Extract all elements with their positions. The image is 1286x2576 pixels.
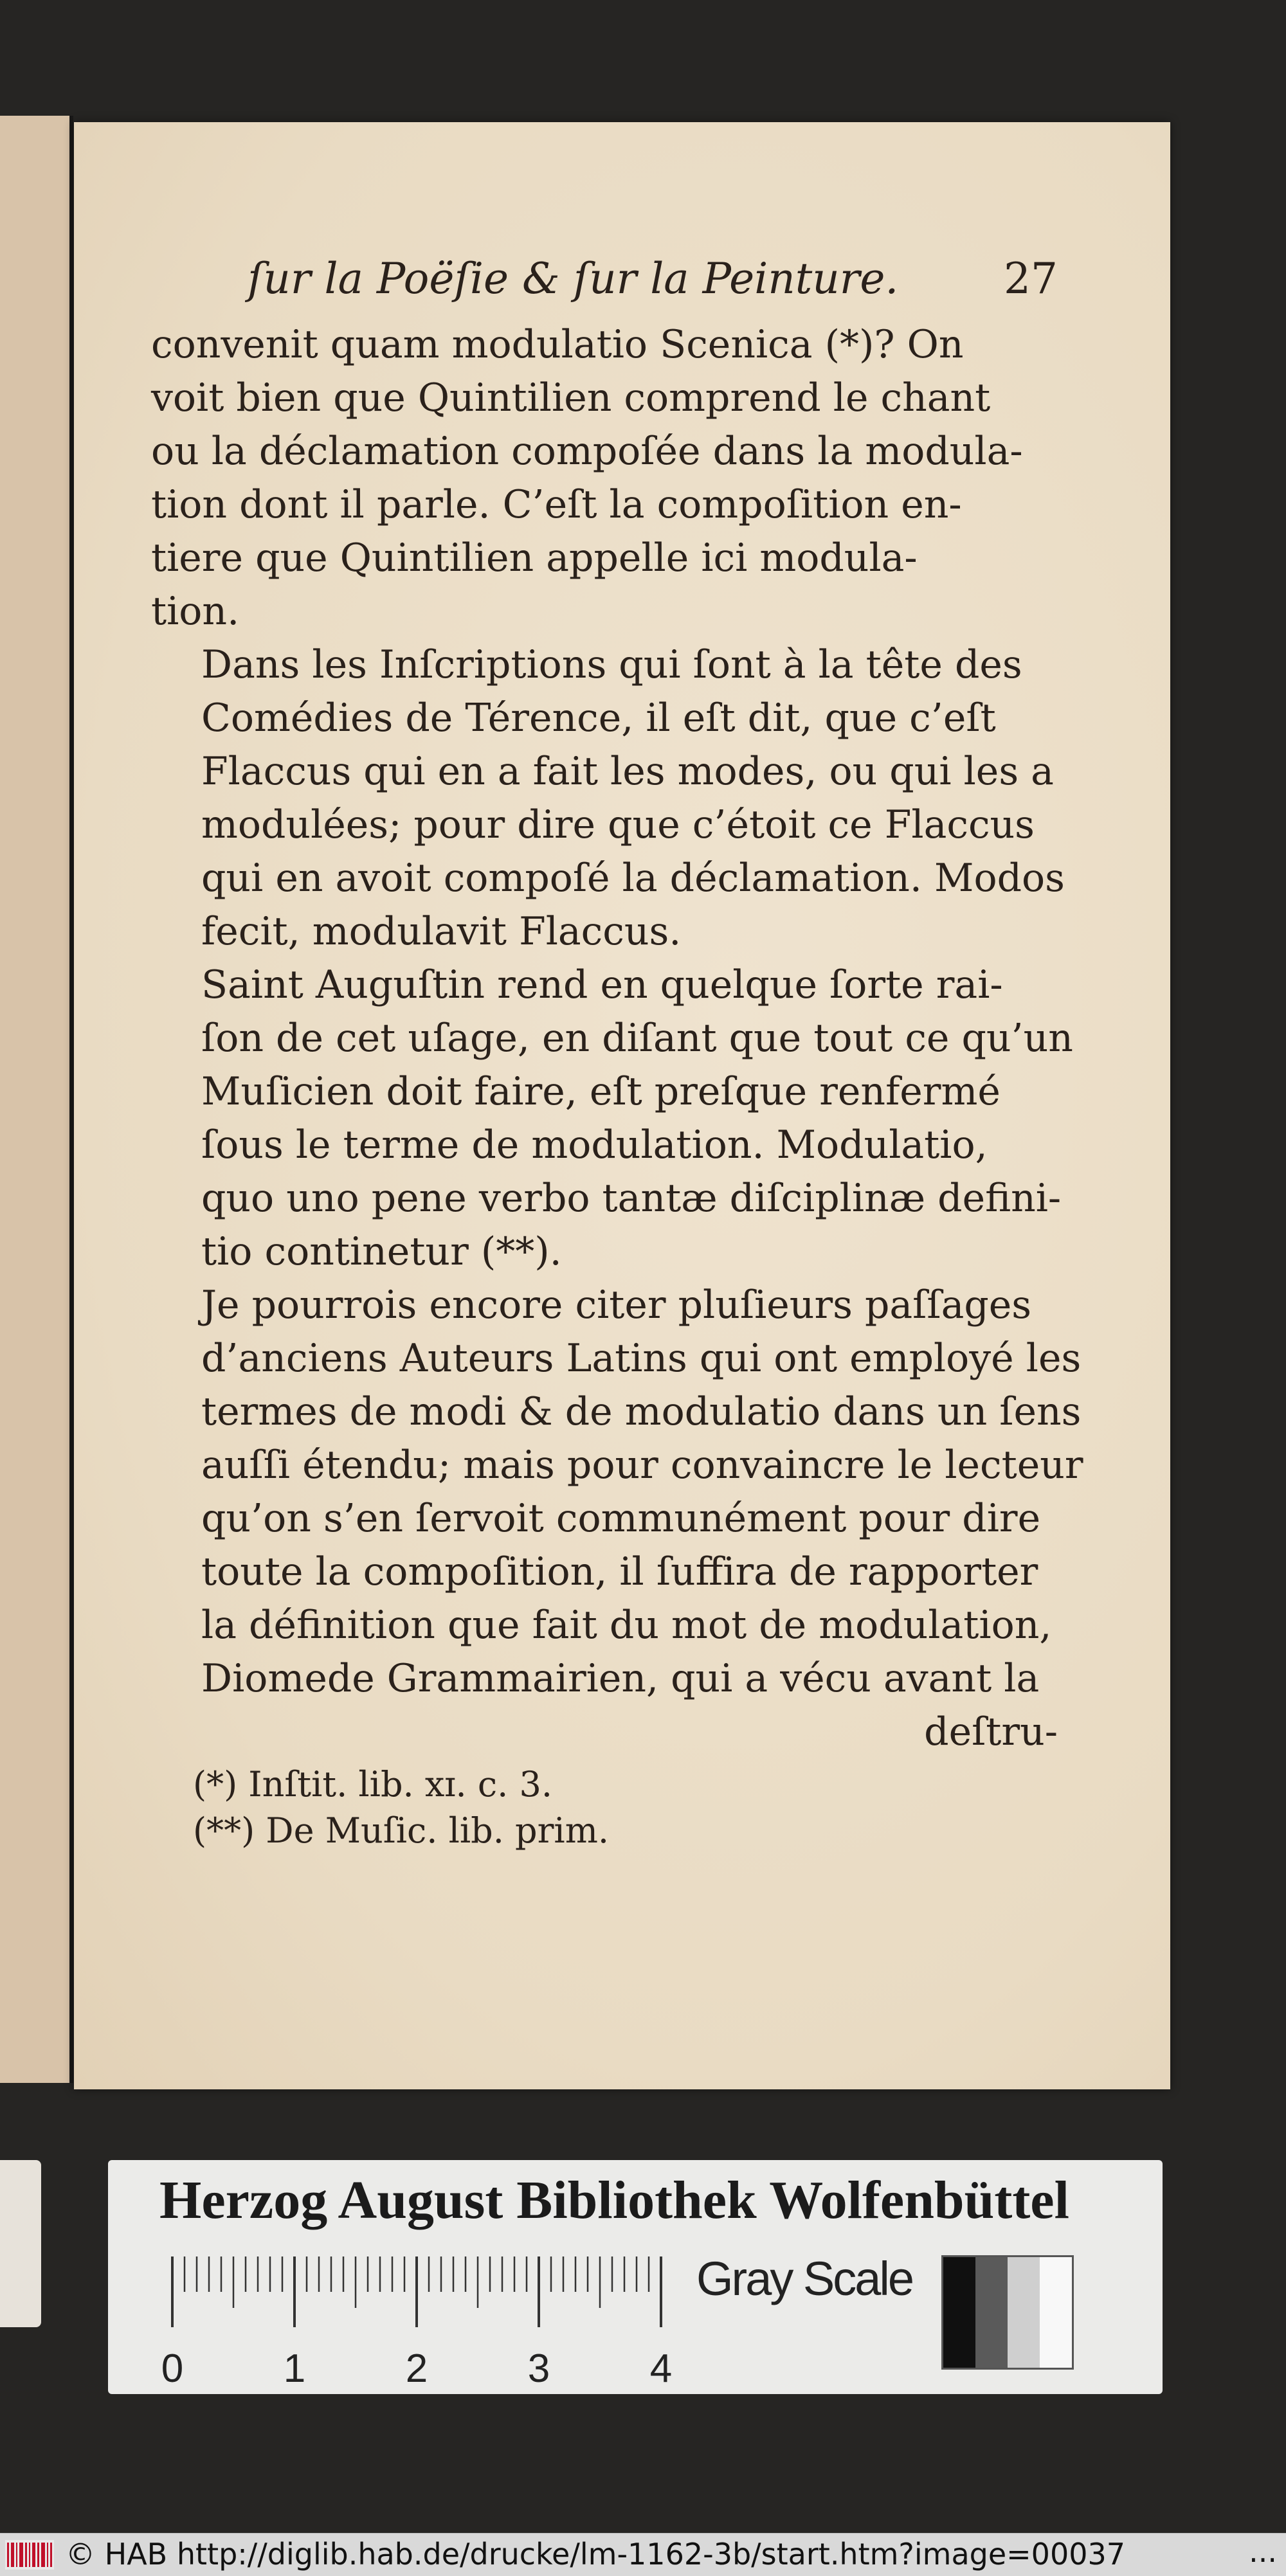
gray-swatch — [1040, 2257, 1072, 2368]
paragraph — [151, 1279, 1083, 1706]
text-line: ou la déclamation compoſée dans la modula- — [151, 429, 1023, 474]
text-line: tion dont il parle. C’eſt la compoſition en- — [151, 482, 962, 527]
text-line: tio continetur (**). — [201, 1229, 562, 1274]
text-line: modulées; pour dire que c’étoit ce Flaccus — [201, 802, 1035, 847]
footer-bar — [0, 2533, 1286, 2576]
text-line: Muſicien doit faire, eſt preſque renfermé — [201, 1069, 1001, 1114]
page-number: 27 — [1004, 254, 1058, 303]
footnote: (**) De Muſic. lib. prim. — [193, 1810, 610, 1851]
ruler-number: 3 — [527, 2346, 550, 2388]
text-line: la définition que fait du mot de modulation, — [201, 1603, 1052, 1648]
previous-card-edge — [0, 2160, 41, 2327]
gray-swatch — [1008, 2257, 1040, 2368]
text-line: Saint Auguſtin rend en quelque ſorte rai- — [201, 962, 1003, 1007]
library-name: Herzog August Bibliothek Wolfenbüttel — [159, 2170, 1069, 2230]
previous-page-edge — [0, 116, 73, 2083]
more-options-button[interactable]: ... — [1249, 2534, 1277, 2569]
text-line: Comédies de Térence, il eſt dit, que c’eſt — [201, 696, 996, 741]
catchword: deſtru- — [924, 1709, 1058, 1754]
footnote: (*) Inſtit. lib. xɪ. c. 3. — [193, 1764, 552, 1805]
gray-scale-label: Gray Scale — [696, 2252, 913, 2305]
footnotes — [193, 1761, 1029, 1854]
ruler-number: 2 — [405, 2346, 428, 2388]
text-line: Flaccus qui en a fait les modes, ou qui les a — [201, 749, 1054, 794]
text-line: qu’on s’en ſervoit communément pour dire — [201, 1496, 1041, 1541]
paragraph — [151, 959, 1073, 1279]
gray-swatch — [975, 2257, 1008, 2368]
barcode-icon — [5, 2540, 54, 2570]
text-line: Je pourrois encore citer pluſieurs paſſages — [201, 1283, 1032, 1328]
gray-scale-chart — [941, 2255, 1074, 2370]
text-line: qui en avoit compoſé la déclamation. Modos — [201, 856, 1065, 901]
ruler-number: 0 — [161, 2346, 184, 2388]
ruler-number: 4 — [649, 2346, 673, 2388]
text-line: auſſi étendu; mais pour convaincre le lecteur — [201, 1443, 1083, 1488]
text-line: convenit quam modulatio Scenica (*)? On — [151, 322, 964, 367]
text-line: d’anciens Auteurs Latins qui ont employé les — [201, 1336, 1082, 1381]
text-line: ſon de cet uſage, en diſant que tout ce qu’un — [201, 1016, 1073, 1061]
credit-link[interactable]: © HAB http://diglib.hab.de/drucke/lm-1162-3b/start.htm?image=00037 — [66, 2537, 1126, 2571]
ruler — [159, 2253, 777, 2388]
text-line: termes de modi & de modulatio dans un ſens — [201, 1389, 1082, 1434]
paragraph — [151, 318, 1058, 638]
book-page — [74, 122, 1170, 2089]
running-head — [248, 254, 1058, 318]
text-line: tiere que Quintilien appelle ici modula- — [151, 536, 918, 581]
text-line: Dans les Inſcriptions qui ſont à la tête des — [201, 642, 1022, 687]
ruler-number: 1 — [283, 2346, 306, 2388]
paragraph — [151, 638, 1065, 959]
text-line: fecit, modulavit Flaccus. — [201, 909, 682, 954]
running-title: ſur la Poëſie & ſur la Peinture. — [248, 254, 899, 303]
text-line: Diomede Grammairien, qui a vécu avant la — [201, 1656, 1040, 1701]
text-line: tion. — [151, 589, 240, 634]
body-text — [151, 318, 1083, 1759]
color-scale-card — [108, 2160, 1163, 2394]
text-line: toute la compoſition, il ſuffira de rapporter — [201, 1549, 1038, 1594]
text-line: voit bien que Quintilien comprend le chant — [151, 375, 991, 420]
text-line: quo uno pene verbo tantæ diſciplinæ defini- — [201, 1176, 1062, 1221]
gray-swatch — [943, 2257, 975, 2368]
text-line: ſous le terme de modulation. Modulatio, — [201, 1122, 988, 1167]
